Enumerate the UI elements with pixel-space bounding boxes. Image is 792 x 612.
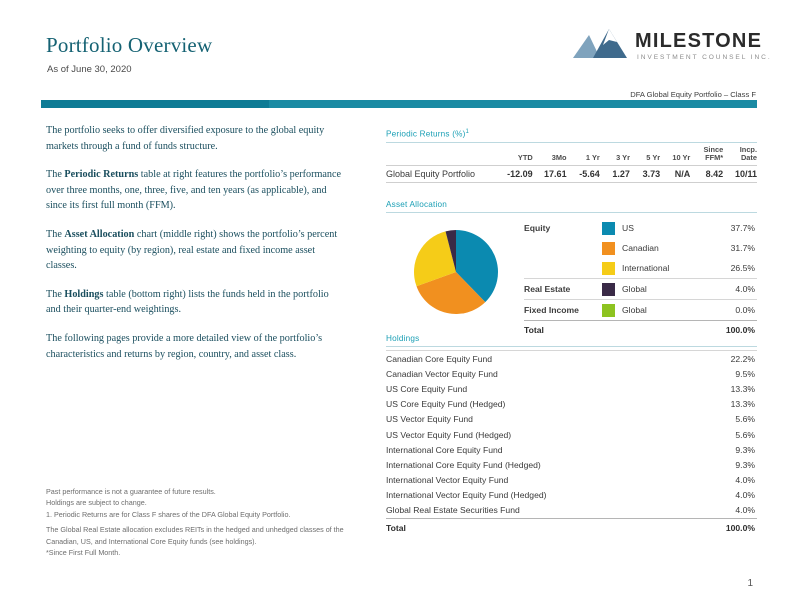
holdings-row (386, 412, 757, 427)
asset-allocation-pie-chart (406, 222, 506, 322)
holdings-fund-name: US Core Equity Fund (386, 383, 468, 394)
holdings-fund-name: Canadian Vector Equity Fund (386, 368, 498, 379)
col-since-ffm-line2: FFM* (705, 153, 724, 163)
narrative-3-post: chart (middle right) shows the portfolio’s percent weighting to equity (by region), real estate and fixed income asset classes. (46, 228, 338, 272)
narrative-paragraph-4 (46, 287, 342, 318)
holdings-weight: 5.6% (735, 414, 755, 425)
company-logo (573, 26, 772, 70)
col-incp-date-line2: Date (740, 153, 757, 163)
page-number: 1 (747, 578, 753, 589)
allocation-category (524, 258, 602, 279)
holdings-rule (386, 346, 757, 347)
color-swatch-icon (602, 222, 615, 235)
narrative-3-term: Asset Allocation (64, 228, 135, 240)
col-3yr-label: 3 Yr (616, 153, 630, 163)
holdings-weight: 9.3% (735, 459, 755, 470)
narrative-paragraph-1: The portfolio seeks to offer diversified exposure to the global equity markets through a fund of funds structure. (46, 125, 325, 152)
periodic-returns-table-wrap (386, 146, 757, 183)
holdings-total-label: Total (386, 519, 699, 536)
allocation-row (524, 238, 757, 258)
holdings-weight: 9.5% (735, 368, 755, 379)
periodic-returns-footnote-marker: 1 (465, 129, 470, 135)
returns-since-ffm: 8.42 (690, 165, 723, 182)
color-swatch-icon (602, 242, 615, 255)
col-ytd-label: YTD (517, 153, 533, 163)
logo-tagline: INVESTMENT COUNSEL INC. (637, 54, 772, 61)
holdings-weight: 4.0% (735, 505, 755, 516)
returns-3mo: 17.61 (533, 165, 567, 182)
allocation-total-label: Total (524, 321, 714, 339)
holdings-fund-name: US Vector Equity Fund (Hedged) (386, 429, 512, 440)
narrative-paragraph-2 (46, 167, 342, 214)
allocation-swatch-cell (602, 218, 622, 238)
as-of-date: As of June 30, 2020 (47, 64, 132, 75)
narrative-4-post: table (bottom right) lists the funds held in the portfolio and their quarter-end weightings. (46, 288, 329, 316)
holdings-row (386, 397, 757, 412)
allocation-value: 4.0% (714, 279, 757, 300)
holdings-row (386, 366, 757, 381)
holdings-row (386, 488, 757, 503)
periodic-returns-title (386, 129, 757, 142)
narrative-2-post: table at right features the portfolio’s performance over three months, one, three, five, and ten years (as applicable), and since its first full month (FFM). (46, 169, 342, 212)
holdings-weight: 13.3% (730, 399, 755, 410)
holdings-row (386, 473, 757, 488)
col-incp-date-line1: Incp. (739, 144, 757, 154)
holdings-row (386, 457, 757, 472)
col-incp-date (723, 146, 757, 165)
periodic-returns-head (386, 146, 757, 165)
holdings-row (386, 503, 757, 519)
allocation-swatch-cell (602, 300, 622, 321)
returns-incp-date: 10/11 (723, 165, 757, 182)
header-accent-bar (41, 100, 757, 108)
periodic-returns-header-row (386, 146, 757, 165)
col-10yr-label: 10 Yr (672, 153, 691, 163)
holdings-title: Holdings (386, 334, 420, 343)
col-10yr (660, 146, 690, 165)
holdings-weight: 9.3% (735, 444, 755, 455)
allocation-row (524, 300, 757, 321)
narrative-2-term: Periodic Returns (64, 169, 139, 181)
col-since-ffm (690, 146, 723, 165)
holdings-panel (386, 334, 757, 536)
footnote-line-3: 1. Periodic Returns are for Class F shares of the DFA Global Equity Portfolio. (46, 509, 291, 519)
col-5yr-label: 5 Yr (646, 153, 661, 163)
col-ytd (494, 146, 533, 165)
allocation-value: 0.0% (714, 300, 757, 321)
allocation-swatch-cell (602, 279, 622, 300)
mountain-icon (573, 29, 627, 59)
footnote-line-4: The Global Real Estate allocation excludes REITs in the hedged and unhedged classes of the Canadian, US, and International Core Equity funds (see holdings). (46, 525, 344, 546)
allocation-total-value: 100.0% (714, 321, 757, 339)
returns-10yr: N/A (660, 165, 690, 182)
col-3mo-label: 3Mo (551, 153, 567, 163)
holdings-fund-name: Global Real Estate Securities Fund (386, 505, 520, 516)
holdings-weight: 5.6% (735, 429, 755, 440)
holdings-weight: 4.0% (735, 475, 755, 486)
allocation-name: Global (622, 300, 714, 321)
holdings-row (386, 381, 757, 396)
holdings-weight: 13.3% (730, 383, 755, 394)
allocation-row (524, 258, 757, 279)
header-accent-bar-right (269, 100, 757, 108)
holdings-weight: 4.0% (735, 490, 755, 501)
asset-allocation-legend-table (524, 218, 757, 339)
logo-wordmark: MILESTONE (635, 30, 763, 52)
allocation-category: Fixed Income (524, 300, 602, 321)
holdings-weight: 22.2% (699, 351, 757, 367)
returns-1yr: -5.64 (567, 165, 600, 182)
col-3yr (600, 146, 630, 165)
periodic-returns-table (386, 146, 757, 183)
color-swatch-icon (602, 262, 615, 275)
allocation-name: Global (622, 279, 714, 300)
periodic-returns-rule (386, 142, 757, 143)
holdings-row (386, 427, 757, 442)
narrative-4-pre: The (46, 288, 65, 300)
holdings-row (386, 442, 757, 457)
narrative-2-pre: The (46, 169, 65, 181)
returns-5yr: 3.73 (630, 165, 660, 182)
returns-ytd: -12.09 (494, 165, 533, 182)
allocation-value: 31.7% (730, 243, 755, 253)
returns-row-label: Global Equity Portfolio (386, 165, 494, 182)
holdings-fund-name: International Vector Equity Fund (386, 475, 509, 486)
portfolio-class-label: DFA Global Equity Portfolio – Class F (630, 90, 756, 99)
narrative-column (46, 123, 342, 375)
holdings-table (386, 350, 757, 536)
holdings-fund-name: International Vector Equity Fund (Hedged) (386, 490, 547, 501)
holdings-total-value: 100.0% (699, 519, 757, 536)
narrative-paragraph-3 (46, 227, 342, 274)
color-swatch-icon (602, 304, 615, 317)
holdings-fund-name: US Core Equity Fund (Hedged) (386, 399, 506, 410)
narrative-4-term: Holdings (64, 288, 104, 300)
col-portfolio (386, 146, 494, 165)
col-5yr (630, 146, 660, 165)
col-since-ffm-line1: Since (703, 144, 724, 154)
header-accent-bar-left (41, 100, 269, 108)
col-1yr (567, 146, 600, 165)
color-swatch-icon (602, 283, 615, 296)
footnote-line-2: Holdings are subject to change. (46, 498, 147, 508)
footnote-line-5: *Since First Full Month. (46, 548, 121, 558)
holdings-row (386, 351, 757, 367)
allocation-row (524, 279, 757, 300)
asset-allocation-body (386, 216, 757, 335)
holdings-fund-name: US Vector Equity Fund (386, 414, 473, 425)
holdings-fund-name: Canadian Core Equity Fund (386, 351, 699, 367)
asset-allocation-rule (386, 212, 757, 213)
periodic-returns-panel (386, 129, 757, 183)
holdings-fund-name: International Core Equity Fund (386, 444, 503, 455)
col-3mo (533, 146, 567, 165)
asset-allocation-panel (386, 200, 757, 335)
allocation-name: Canadian (622, 243, 659, 253)
holdings-total-row (386, 519, 757, 536)
allocation-name: International (622, 263, 670, 273)
allocation-category (524, 238, 602, 258)
asset-allocation-title: Asset Allocation (386, 200, 447, 209)
allocation-row (524, 218, 757, 238)
allocation-category: Real Estate (524, 279, 602, 300)
periodic-returns-body (386, 165, 757, 182)
periodic-returns-title-text: Periodic Returns (%) (386, 129, 466, 139)
table-row (386, 165, 757, 182)
footnote-line-1: Past performance is not a guarantee of future results. (46, 487, 216, 496)
allocation-swatch-cell (602, 238, 622, 258)
returns-3yr: 1.27 (600, 165, 630, 182)
allocation-swatch-cell (602, 258, 622, 279)
allocation-category: Equity (524, 223, 551, 233)
allocation-value: 37.7% (730, 223, 755, 233)
page-title: Portfolio Overview (46, 33, 213, 57)
col-1yr-label: 1 Yr (585, 153, 600, 163)
allocation-value: 26.5% (730, 263, 755, 273)
footnotes (46, 486, 346, 558)
holdings-fund-name: International Core Equity Fund (Hedged) (386, 459, 541, 470)
narrative-paragraph-5: The following pages provide a more detailed view of the portfolio’s characteristics and returns by region, country, and asset class. (46, 332, 323, 360)
narrative-3-pre: The (46, 228, 65, 240)
allocation-name: US (622, 223, 634, 233)
